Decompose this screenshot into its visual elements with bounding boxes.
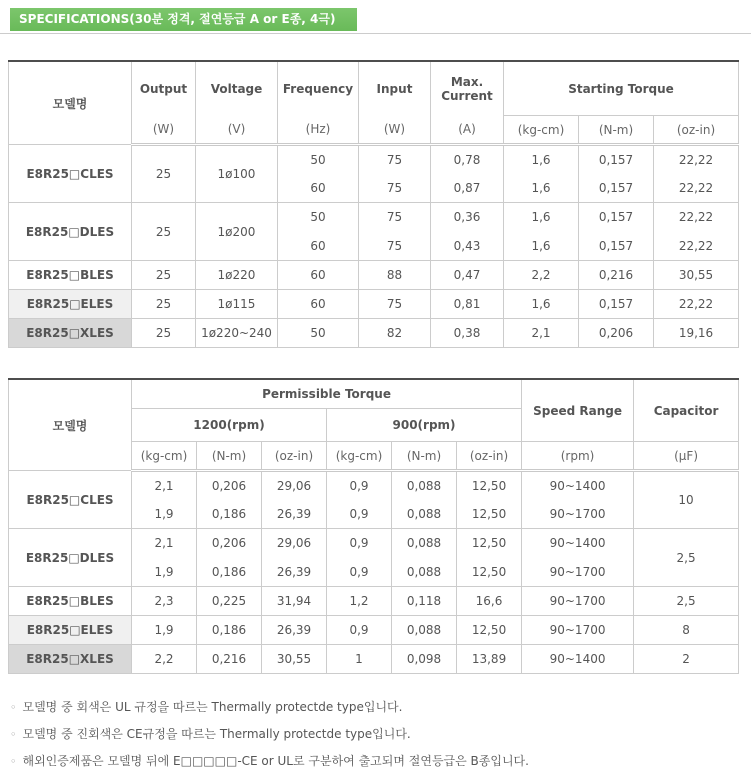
model-name-cell: E8R25□DLES: [9, 529, 132, 587]
value-cell: 0,088: [392, 529, 457, 558]
value-cell: 22,22: [654, 174, 739, 203]
unit-capacitor: (µF): [634, 442, 739, 471]
value-cell: 50: [278, 145, 359, 174]
value-cell: 0,088: [392, 471, 457, 500]
voltage-cell: 1ø220: [196, 261, 278, 290]
value-cell: 0,9: [327, 529, 392, 558]
value-cell: 90~1700: [522, 558, 634, 587]
value-cell: 75: [359, 232, 431, 261]
col-header-900rpm: 900(rpm): [327, 409, 522, 442]
value-cell: 30,55: [262, 645, 327, 674]
value-cell: 50: [278, 319, 359, 348]
voltage-cell: 1ø100: [196, 145, 278, 203]
model-name-cell: E8R25□ELES: [9, 616, 132, 645]
value-cell: 90~1700: [522, 500, 634, 529]
col-header-max-current: Max. Current: [431, 61, 504, 116]
value-cell: 0,157: [579, 145, 654, 174]
footnotes: [10, 694, 751, 775]
col-header-frequency: Frequency: [278, 61, 359, 116]
value-cell: 0,216: [197, 645, 262, 674]
value-cell: 90~1700: [522, 587, 634, 616]
value-cell: 0,118: [392, 587, 457, 616]
value-cell: 88: [359, 261, 431, 290]
col-header-model: 모델명: [9, 61, 132, 145]
value-cell: 1,6: [504, 145, 579, 174]
value-cell: 0,088: [392, 616, 457, 645]
value-cell: 0,9: [327, 558, 392, 587]
value-cell: 12,50: [457, 500, 522, 529]
section-title-banner: [10, 8, 357, 31]
unit-speed-range: (rpm): [522, 442, 634, 471]
table-header-row: [9, 61, 739, 116]
col-header-1200rpm: 1200(rpm): [132, 409, 327, 442]
bullet-icon: ◦: [10, 728, 17, 741]
unit-1200-nm: (N-m): [197, 442, 262, 471]
value-cell: 60: [278, 290, 359, 319]
value-cell: 2,1: [132, 471, 197, 500]
table-row: [9, 616, 739, 645]
spec-table-torque: [8, 378, 739, 674]
footnote-ul-type: [10, 694, 751, 721]
output-cell: 25: [132, 319, 196, 348]
unit-900-kgcm: (kg-cm): [327, 442, 392, 471]
table-row: [9, 529, 739, 558]
value-cell: 26,39: [262, 616, 327, 645]
value-cell: 2,1: [132, 529, 197, 558]
value-cell: 0,157: [579, 290, 654, 319]
value-cell: 26,39: [262, 558, 327, 587]
value-cell: 0,47: [431, 261, 504, 290]
table-row: [9, 645, 739, 674]
value-cell: 0,186: [197, 500, 262, 529]
value-cell: 75: [359, 145, 431, 174]
spec-table-electrical: [8, 60, 739, 348]
value-cell: 75: [359, 290, 431, 319]
bullet-icon: ◦: [10, 755, 17, 768]
model-name-cell: E8R25□CLES: [9, 471, 132, 529]
value-cell: 90~1400: [522, 645, 634, 674]
model-name-cell: E8R25□XLES: [9, 319, 132, 348]
value-cell: 60: [278, 232, 359, 261]
unit-torque-kgcm: (kg-cm): [504, 116, 579, 145]
value-cell: 90~1700: [522, 616, 634, 645]
value-cell: 0,81: [431, 290, 504, 319]
unit-torque-nm: (N-m): [579, 116, 654, 145]
value-cell: 90~1400: [522, 471, 634, 500]
value-cell: 1,9: [132, 616, 197, 645]
value-cell: 22,22: [654, 290, 739, 319]
value-cell: 0,78: [431, 145, 504, 174]
unit-torque-ozin: (oz-in): [654, 116, 739, 145]
value-cell: 0,43: [431, 232, 504, 261]
value-cell: 1,2: [327, 587, 392, 616]
footnote-text: 해외인증제품은 모델명 뒤에 E□□□□□-CE or UL로 구분하여 출고되며 절연등급은 B종입니다.: [22, 754, 529, 768]
value-cell: 82: [359, 319, 431, 348]
value-cell: 12,50: [457, 616, 522, 645]
model-name-cell: E8R25□XLES: [9, 645, 132, 674]
table-row: [9, 261, 739, 290]
value-cell: 12,50: [457, 471, 522, 500]
capacitor-cell: 8: [634, 616, 739, 645]
value-cell: 0,088: [392, 558, 457, 587]
value-cell: 1,6: [504, 203, 579, 232]
model-name-cell: E8R25□BLES: [9, 587, 132, 616]
value-cell: 90~1400: [522, 529, 634, 558]
voltage-cell: 1ø220~240: [196, 319, 278, 348]
value-cell: 2,2: [132, 645, 197, 674]
value-cell: 1,6: [504, 174, 579, 203]
value-cell: 19,16: [654, 319, 739, 348]
unit-frequency: (Hz): [278, 116, 359, 145]
value-cell: 0,186: [197, 616, 262, 645]
unit-input: (W): [359, 116, 431, 145]
value-cell: 16,6: [457, 587, 522, 616]
value-cell: 0,216: [579, 261, 654, 290]
footnote-ce-type: [10, 721, 751, 748]
value-cell: 0,9: [327, 471, 392, 500]
output-cell: 25: [132, 290, 196, 319]
value-cell: 0,87: [431, 174, 504, 203]
footnote-text: 모델명 중 진회색은 CE규정을 따르는 Thermally protectde type입니다.: [22, 727, 411, 741]
voltage-cell: 1ø115: [196, 290, 278, 319]
table-row: [9, 471, 739, 500]
value-cell: 2,2: [504, 261, 579, 290]
value-cell: 1: [327, 645, 392, 674]
page-title: SPECIFICATIONS(30분 정격, 절연등급 A or E종, 4극): [19, 12, 336, 26]
value-cell: 26,39: [262, 500, 327, 529]
value-cell: 1,9: [132, 558, 197, 587]
output-cell: 25: [132, 145, 196, 203]
value-cell: 75: [359, 203, 431, 232]
value-cell: 0,9: [327, 500, 392, 529]
value-cell: 22,22: [654, 232, 739, 261]
footnote-text: 모델명 중 회색은 UL 규정을 따르는 Thermally protectde type입니다.: [22, 700, 403, 714]
col-header-voltage: Voltage: [196, 61, 278, 116]
table-row: [9, 203, 739, 232]
col-header-speed-range: Speed Range: [522, 379, 634, 442]
table-row: [9, 145, 739, 174]
col-header-capacitor: Capacitor: [634, 379, 739, 442]
value-cell: 0,157: [579, 203, 654, 232]
value-cell: 0,206: [197, 529, 262, 558]
output-cell: 25: [132, 203, 196, 261]
value-cell: 0,157: [579, 174, 654, 203]
col-header-input: Input: [359, 61, 431, 116]
voltage-cell: 1ø200: [196, 203, 278, 261]
col-header-model: 모델명: [9, 379, 132, 471]
unit-output: (W): [132, 116, 196, 145]
unit-900-ozin: (oz-in): [457, 442, 522, 471]
value-cell: 13,89: [457, 645, 522, 674]
unit-900-nm: (N-m): [392, 442, 457, 471]
value-cell: 2,1: [504, 319, 579, 348]
unit-1200-ozin: (oz-in): [262, 442, 327, 471]
table-header-row: [9, 379, 739, 409]
model-name-cell: E8R25□ELES: [9, 290, 132, 319]
value-cell: 1,6: [504, 232, 579, 261]
value-cell: 50: [278, 203, 359, 232]
value-cell: 29,06: [262, 471, 327, 500]
value-cell: 29,06: [262, 529, 327, 558]
value-cell: 12,50: [457, 529, 522, 558]
value-cell: 31,94: [262, 587, 327, 616]
capacitor-cell: 2,5: [634, 587, 739, 616]
value-cell: 0,225: [197, 587, 262, 616]
value-cell: 0,36: [431, 203, 504, 232]
value-cell: 0,206: [579, 319, 654, 348]
model-name-cell: E8R25□BLES: [9, 261, 132, 290]
col-header-starting-torque: Starting Torque: [504, 61, 739, 116]
capacitor-cell: 10: [634, 471, 739, 529]
unit-max-current: (A): [431, 116, 504, 145]
value-cell: 0,157: [579, 232, 654, 261]
output-cell: 25: [132, 261, 196, 290]
value-cell: 1,9: [132, 500, 197, 529]
value-cell: 75: [359, 174, 431, 203]
value-cell: 0,9: [327, 616, 392, 645]
value-cell: 60: [278, 261, 359, 290]
capacitor-cell: 2,5: [634, 529, 739, 587]
value-cell: 0,186: [197, 558, 262, 587]
bullet-icon: ◦: [10, 701, 17, 714]
value-cell: 0,088: [392, 500, 457, 529]
value-cell: 2,3: [132, 587, 197, 616]
value-cell: 22,22: [654, 203, 739, 232]
col-header-output: Output: [132, 61, 196, 116]
unit-voltage: (V): [196, 116, 278, 145]
value-cell: 60: [278, 174, 359, 203]
table-row: [9, 290, 739, 319]
col-header-permissible-torque: Permissible Torque: [132, 379, 522, 409]
value-cell: 0,206: [197, 471, 262, 500]
model-name-cell: E8R25□CLES: [9, 145, 132, 203]
value-cell: 22,22: [654, 145, 739, 174]
capacitor-cell: 2: [634, 645, 739, 674]
table-row: [9, 319, 739, 348]
value-cell: 0,098: [392, 645, 457, 674]
model-name-cell: E8R25□DLES: [9, 203, 132, 261]
unit-1200-kgcm: (kg-cm): [132, 442, 197, 471]
value-cell: 12,50: [457, 558, 522, 587]
value-cell: 30,55: [654, 261, 739, 290]
horizontal-divider: [0, 33, 751, 34]
table-row: [9, 587, 739, 616]
value-cell: 1,6: [504, 290, 579, 319]
value-cell: 0,38: [431, 319, 504, 348]
